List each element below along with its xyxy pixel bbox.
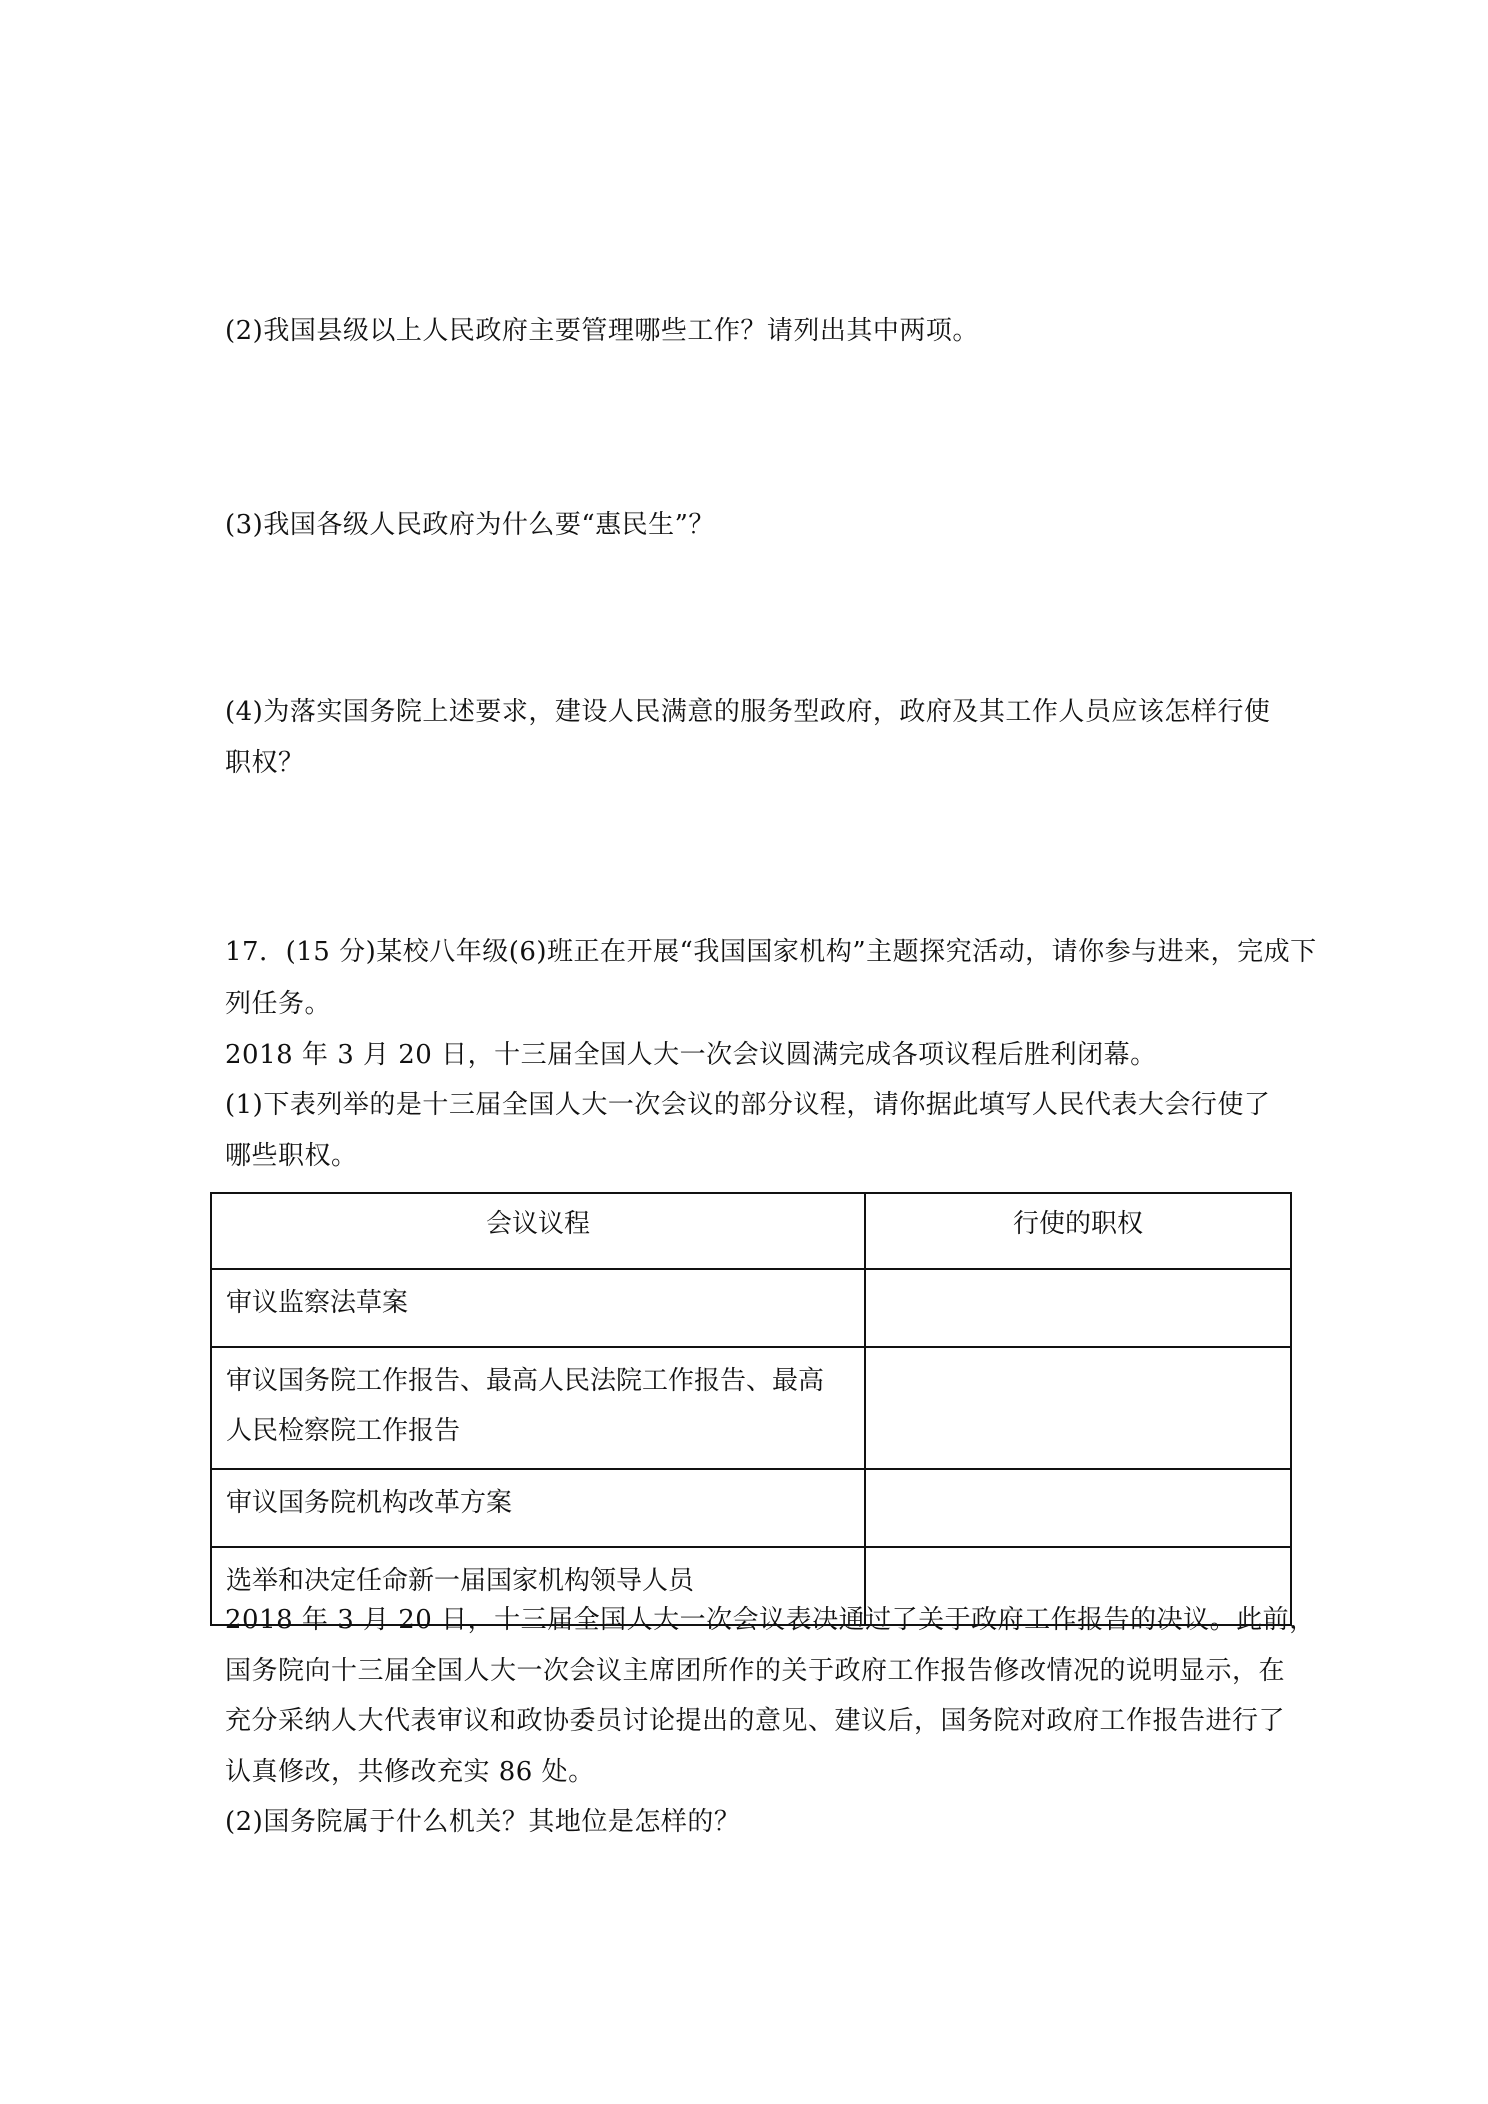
agenda-cell-line2: 人民检察院工作报告 [226,1416,461,1446]
agenda-cell [211,1347,865,1469]
table-row [211,1347,1291,1469]
question-17-material2-line3: 充分采纳人大代表审议和政协委员讨论提出的意见、建议后，国务院对政府工作报告进行了 [225,1706,1286,1736]
power-answer-cell[interactable] [865,1269,1291,1347]
question-17-material2-line2: 国务院向十三届全国人大一次会议主席团所作的关于政府工作报告修改情况的说明显示，在 [225,1656,1286,1686]
table-header-row [211,1193,1291,1269]
question-17-2: (2)国务院属于什么机关？其地位是怎样的？ [225,1807,741,1837]
question-17-material1: 2018 年 3 月 20 日，十三届全国人大一次会议圆满完成各项议程后胜利闭幕。 [225,1040,1157,1070]
table-header-power: 行使的职权 [865,1193,1291,1269]
question-17-material2-line1: 2018 年 3 月 20 日，十三届全国人大一次会议表决通过了关于政府工作报告的决议。此前， [225,1605,1316,1635]
question-16-3: (3)我国各级人民政府为什么要“惠民生”？ [225,510,715,540]
agenda-cell-line1: 审议国务院工作报告、最高人民法院工作报告、最高 [226,1366,825,1396]
question-16-4-line2: 职权？ [225,748,305,778]
question-17-1-line2: 哪些职权。 [225,1141,358,1171]
question-16-4-line1: (4)为落实国务院上述要求，建设人民满意的服务型政府，政府及其工作人员应该怎样行使 [225,697,1271,727]
agenda-cell: 选举和决定任命新一届国家机构领导人员 [211,1547,865,1625]
agenda-cell: 审议监察法草案 [211,1269,865,1347]
agenda-cell: 审议国务院机构改革方案 [211,1469,865,1547]
agenda-table [210,1192,1292,1626]
question-16-2: (2)我国县级以上人民政府主要管理哪些工作？请列出其中两项。 [225,316,979,346]
table-header-agenda: 会议议程 [211,1193,865,1269]
table-row [211,1269,1291,1347]
power-answer-cell[interactable] [865,1347,1291,1469]
question-17-intro-line1: 17．(15 分)某校八年级(6)班正在开展“我国国家机构”主题探究活动，请你参与进来，完成下 [225,937,1317,967]
question-17-1-line1: (1)下表列举的是十三届全国人大一次会议的部分议程，请你据此填写人民代表大会行使了 [225,1090,1271,1120]
power-answer-cell[interactable] [865,1469,1291,1547]
table-row [211,1469,1291,1547]
question-17-material2-line4: 认真修改，共修改充实 86 处。 [225,1757,595,1787]
question-17-intro-line2: 列任务。 [225,989,332,1019]
